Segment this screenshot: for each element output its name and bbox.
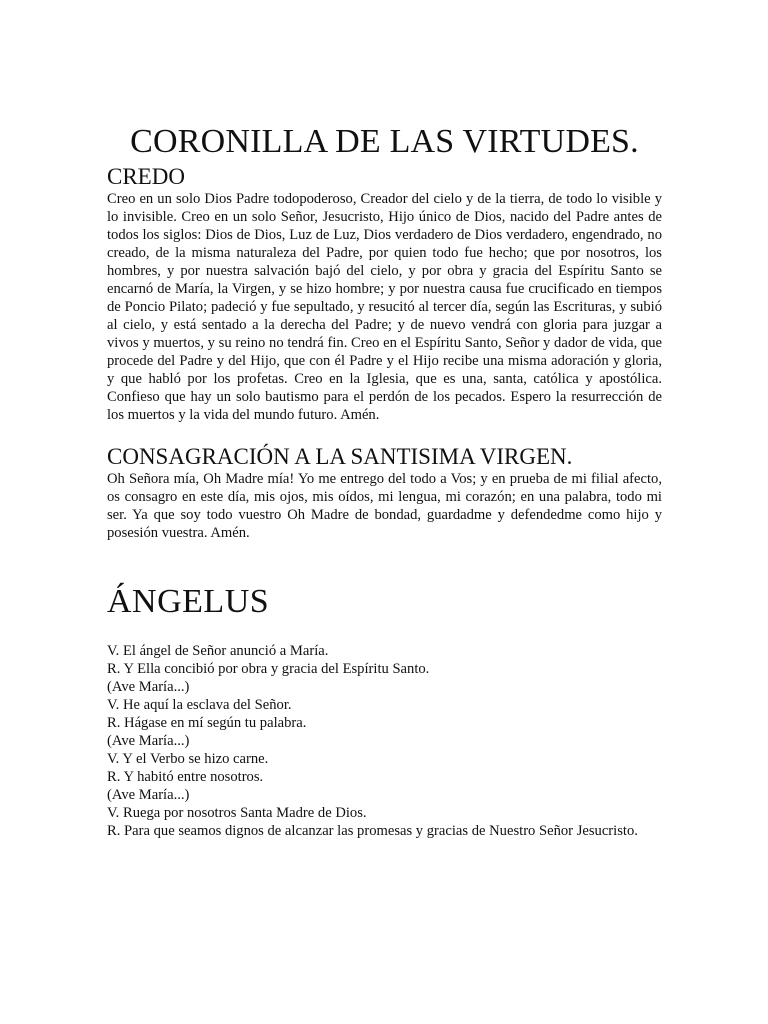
credo-text: Creo en un solo Dios Padre todopoderoso, Creador del cielo y de la tierra, de todo lo visible y lo invisible. Creo en un solo Señor, Jesucristo, Hijo único de Dios, nacido del Padre antes de todos los siglos: Dios de Dios, Luz de Luz, Dios verdadero de Dios verdadero, engendrado, no creado, de la misma naturaleza del Padre, por quien todo fue hecho; que por nosotros, los hombres, y por nuestra salvación bajó del cielo, y por obra y gracia del Espíritu Santo se encarnó de María, la Virgen, y se hizo hombre; y por nuestra causa fue crucificado en tiempos de Poncio Pilato; padeció y fue sepultado, y resucitó al tercer día, según las Escrituras, y subió al cielo, y está sentado a la derecha del Padre; y de nuevo vendrá con gloria para juzgar a vivos y muertos, y su reino no tendrá fin. Creo en el Espíritu Santo, Señor y dador de vida, que procede del Padre y del Hijo, que con él Padre y el Hijo recibe una misma adoración y gloria, y que habló por los profetas. Creo en la Iglesia, que es una, santa, católica y apostólica. Confieso que hay un solo bautismo para el perdón de los pecados. Espero la resurrección de los muertos y la vida del mundo futuro. Amén.	[107, 191, 662, 423]
angelus-line: R. Y Ella concibió por obra y gracia del Espíritu Santo.	[107, 661, 430, 677]
angelus-line: R. Hágase en mí según tu palabra.	[107, 715, 307, 731]
angelus-line: V. Y el Verbo se hizo carne.	[107, 751, 269, 767]
consagracion-text: Oh Señora mía, Oh Madre mía! Yo me entrego del todo a Vos; y en prueba de mi filial afecto, os consagro en este día, mis ojos, mis oídos, mi lengua, mi corazón; en una palabra, todo mi ser. Ya que soy todo vuestro Oh Madre de bondad, guardadme y defendedme como hijo y posesión vuestra. Amén.	[107, 471, 662, 541]
angelus-line: (Ave María...)	[107, 733, 190, 749]
angelus-heading: ÁNGELUS	[107, 583, 270, 620]
angelus-line: (Ave María...)	[107, 787, 190, 803]
document-page	[107, 120, 662, 840]
angelus-line: V. El ángel de Señor anunció a María.	[107, 643, 329, 659]
credo-heading: CREDO	[107, 164, 185, 189]
angelus-line: R. Y habitó entre nosotros.	[107, 769, 264, 785]
angelus-line: V. Ruega por nosotros Santa Madre de Dios.	[107, 805, 367, 821]
angelus-line: R. Para que seamos dignos de alcanzar las promesas y gracias de Nuestro Señor Jesucristo.	[107, 823, 638, 839]
document-title: CORONILLA DE LAS VIRTUDES.	[130, 123, 639, 160]
angelus-lines	[107, 642, 662, 840]
consagracion-heading: CONSAGRACIÓN A LA SANTISIMA VIRGEN.	[107, 444, 573, 469]
angelus-line: V. He aquí la esclava del Señor.	[107, 697, 292, 713]
angelus-line: (Ave María...)	[107, 679, 190, 695]
